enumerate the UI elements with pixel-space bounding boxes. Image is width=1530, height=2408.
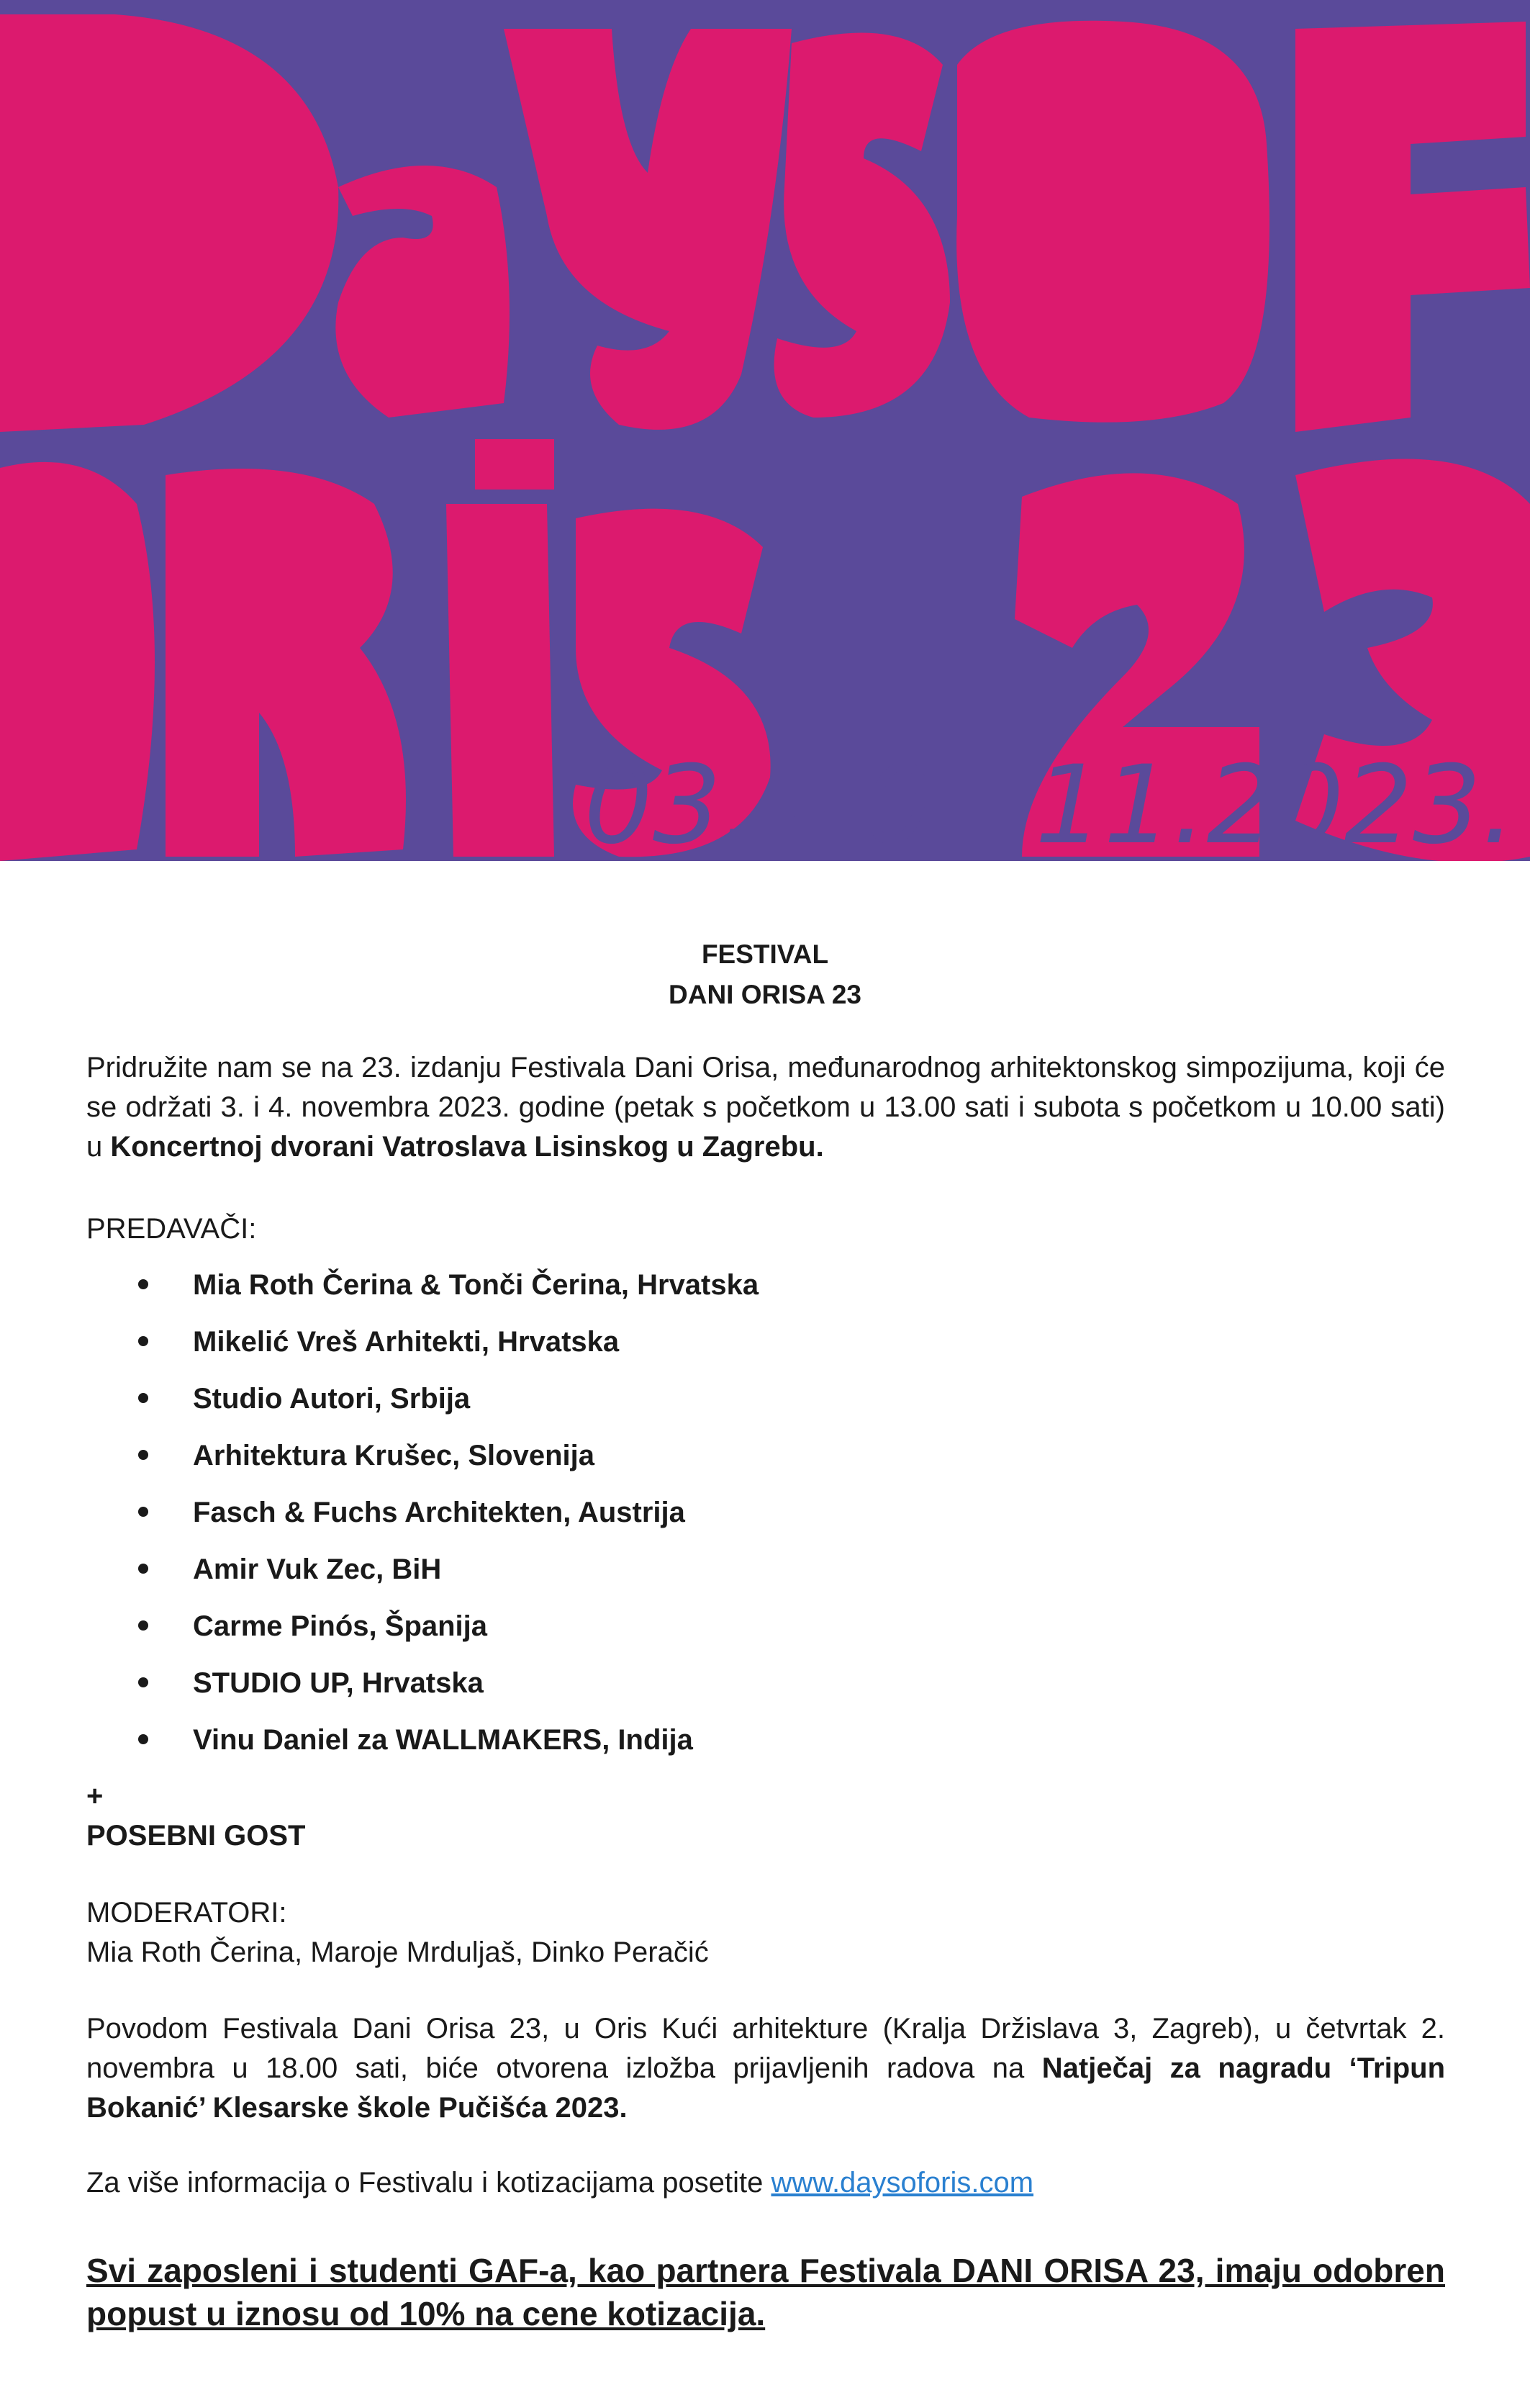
discount-note: Svi zaposleni i studenti GAF-a, kao partnera Festivala DANI ORISA 23, imaju odobren popust u iznosu od 10% na cene kotizacija. [86, 2252, 1445, 2332]
more-info [86, 2163, 1033, 2203]
speaker-item: Fasch & Fuchs Architekten, Austrija [193, 1493, 685, 1533]
intro-text: Pridružite nam se na 23. izdanju Festivala Dani Orisa, međunarodnog arhitektonskog simpozijuma, koji će se održati 3. i 4. novembra 2023. godine (petak s početkom u 13.00 sati i subota s početkom u 10.00 sati) u [86, 1052, 1445, 1163]
speaker-item: Vinu Daniel za WALLMAKERS, Indija [193, 1721, 693, 1760]
speaker-item: Arhitektura Krušec, Slovenija [193, 1436, 594, 1476]
speakers-heading: PREDAVAČI: [86, 1213, 257, 1245]
exhibition-bold: Natječaj za nagradu ‘Tripun Bokanić’ Klesarske škole Pučišća 2023. [86, 2052, 1445, 2124]
bullet-icon [138, 1677, 148, 1687]
exhibition-text: Povodom Festivala Dani Orisa 23, u Oris Kući arhitekture (Kralja Držislava 3, Zagreb), u četvrtak 2. novembra u 18.00 sati, biće otvorena izložba prijavljenih radova na [86, 2013, 1445, 2084]
bullet-icon [138, 1564, 148, 1574]
special-guest: POSEBNI GOST [86, 1820, 306, 1852]
title-festival: FESTIVAL [701, 939, 829, 969]
moderators-heading: MODERATORI: [86, 1897, 287, 1929]
speaker-item: Studio Autori, Srbija [193, 1379, 470, 1419]
speaker-item: Mikelić Vreš Arhitekti, Hrvatska [193, 1322, 619, 1362]
bullet-icon [138, 1393, 148, 1403]
bullet-icon [138, 1279, 148, 1289]
speaker-item: Amir Vuk Zec, BiH [193, 1550, 441, 1589]
speaker-item: Mia Roth Čerina & Tonči Čerina, Hrvatska [193, 1266, 759, 1305]
more-info-text: Za više informacija o Festivalu i kotizacijama posetite [86, 2167, 771, 2199]
moderators-names: Mia Roth Čerina, Maroje Mrduljaš, Dinko Peračić [86, 1936, 709, 1968]
bullet-icon [138, 1507, 148, 1517]
speaker-item: STUDIO UP, Hrvatska [193, 1664, 484, 1703]
intro-paragraph [86, 1048, 1445, 1167]
plus-sign: + [86, 1780, 104, 1812]
banner-date: 03. - 04.11.2023. [584, 743, 1516, 861]
bullet-icon [138, 1620, 148, 1631]
title-dani-orisa: DANI ORISA 23 [669, 980, 861, 1009]
bullet-icon [138, 1450, 148, 1460]
days-of-oris-lettering-artwork [0, 0, 1530, 861]
speaker-item: Carme Pinós, Španija [193, 1607, 487, 1646]
festival-banner [0, 0, 1530, 861]
intro-venue: Koncertnoj dvorani Vatroslava Lisinskog u Zagrebu. [110, 1131, 824, 1163]
exhibition-paragraph [86, 2009, 1445, 2128]
bullet-icon [138, 1734, 148, 1744]
bullet-icon [138, 1336, 148, 1346]
website-link[interactable]: www.daysoforis.com [771, 2167, 1034, 2199]
